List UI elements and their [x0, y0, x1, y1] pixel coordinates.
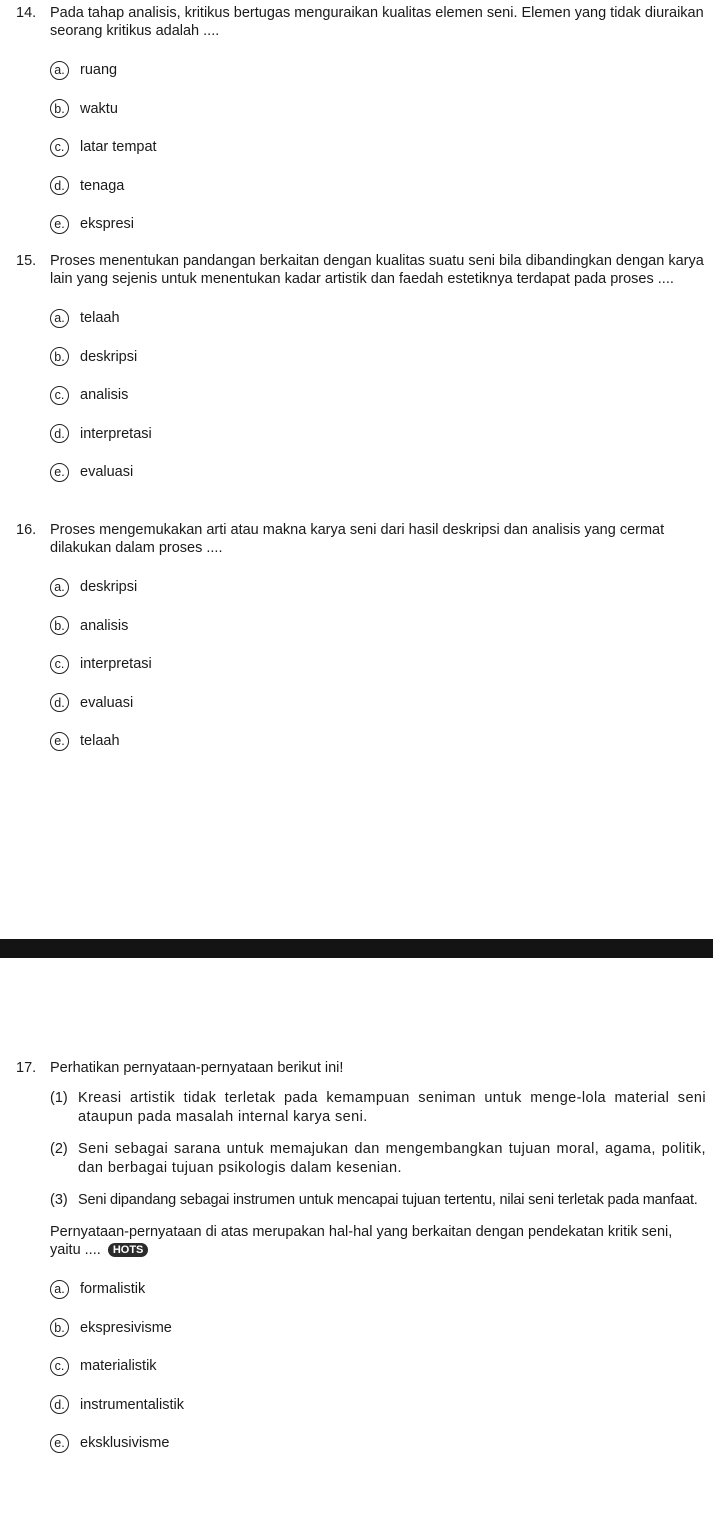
option-text: analisis [80, 617, 129, 634]
option-c[interactable] [50, 128, 706, 167]
options-list [16, 568, 706, 761]
question-17 [16, 1059, 706, 1463]
option-text: ekspresi [80, 216, 134, 233]
option-text: materialistik [80, 1358, 157, 1375]
question-14 [16, 4, 706, 244]
statement-text: Seni dipandang sebagai instrumen untuk mencapai tujuan tertentu, nilai seni terletak pada manfaat. [78, 1192, 698, 1208]
option-letter: d. [50, 1395, 69, 1414]
option-text: ruang [80, 62, 118, 79]
closing-text: Pernyataan-pernyataan di atas merupakan hal-hal yang berkaitan dengan pendekatan kritik seni, yaitu .... [50, 1224, 673, 1258]
option-letter: c. [50, 386, 69, 405]
option-letter: a. [50, 61, 69, 80]
option-text: telaah [80, 310, 120, 327]
option-e[interactable] [50, 722, 706, 761]
option-text: eksklusivisme [80, 1435, 170, 1452]
statement-text: Seni sebagai sarana untuk memajukan dan mengembangkan tujuan moral, agama, politik, dan berbagai tujuan psikologis dalam kesenian. [78, 1141, 706, 1176]
option-d[interactable] [50, 684, 706, 723]
option-letter: d. [50, 424, 69, 443]
options-list [16, 299, 706, 492]
option-d[interactable] [50, 415, 706, 454]
option-text: deskripsi [80, 579, 138, 596]
option-e[interactable] [50, 453, 706, 492]
option-text: tenaga [80, 177, 125, 194]
option-letter: b. [50, 616, 69, 635]
option-letter: a. [50, 309, 69, 328]
statement-2 [50, 1140, 706, 1178]
option-letter: e. [50, 732, 69, 751]
option-letter: c. [50, 655, 69, 674]
statement-number: (1) [50, 1090, 68, 1106]
option-b[interactable] [50, 607, 706, 646]
statement-3 [50, 1191, 706, 1210]
option-text: evaluasi [80, 694, 134, 711]
page-divider-bar [0, 939, 713, 958]
question-number: 17. [16, 1060, 37, 1076]
question-text: Proses menentukan pandangan berkaitan dengan kualitas suatu seni bila dibandingkan dengan karya lain yang sejenis untuk menentukan kadar artistik dan faedah estetiknya terdapat pada proses .... [50, 253, 704, 287]
option-text: latar tempat [80, 139, 157, 156]
option-text: telaah [80, 733, 120, 750]
option-d[interactable] [50, 1386, 706, 1425]
option-letter: b. [50, 347, 69, 366]
options-list [16, 1270, 706, 1463]
statement-number: (3) [50, 1192, 68, 1208]
option-b[interactable] [50, 1309, 706, 1348]
question-text: Perhatikan pernyataan-pernyataan berikut ini! [50, 1060, 344, 1076]
option-text: ekspresivisme [80, 1319, 172, 1336]
hots-badge: HOTS [108, 1243, 149, 1257]
option-letter: e. [50, 215, 69, 234]
question-16 [16, 521, 706, 761]
option-letter: c. [50, 1357, 69, 1376]
question-number: 16. [16, 522, 37, 538]
option-text: evaluasi [80, 464, 134, 481]
option-text: deskripsi [80, 348, 138, 365]
option-letter: b. [50, 99, 69, 118]
question-text: Proses mengemukakan arti atau makna karya seni dari hasil deskripsi dan analisis yang cermat dilakukan dalam proses .... [50, 522, 665, 556]
option-e[interactable] [50, 205, 706, 244]
option-text: instrumentalistik [80, 1396, 184, 1413]
option-text: interpretasi [80, 656, 152, 673]
option-letter: e. [50, 463, 69, 482]
option-text: waktu [80, 100, 118, 117]
options-list [16, 51, 706, 244]
option-e[interactable] [50, 1424, 706, 1463]
option-letter: a. [50, 578, 69, 597]
option-text: formalistik [80, 1281, 146, 1298]
option-a[interactable] [50, 299, 706, 338]
question-15 [16, 252, 706, 492]
option-text: interpretasi [80, 425, 152, 442]
question-closing [50, 1223, 706, 1259]
option-letter: c. [50, 138, 69, 157]
option-text: analisis [80, 387, 129, 404]
option-letter: a. [50, 1280, 69, 1299]
option-b[interactable] [50, 338, 706, 377]
statement-1 [50, 1089, 706, 1127]
option-a[interactable] [50, 51, 706, 90]
option-a[interactable] [50, 1270, 706, 1309]
question-text: Pada tahap analisis, kritikus bertugas menguraikan kualitas elemen seni. Elemen yang tidak diuraikan seorang kritikus adalah .... [50, 5, 704, 39]
option-letter: d. [50, 693, 69, 712]
statement-number: (2) [50, 1141, 68, 1157]
option-a[interactable] [50, 568, 706, 607]
option-b[interactable] [50, 90, 706, 129]
option-c[interactable] [50, 1347, 706, 1386]
option-letter: d. [50, 176, 69, 195]
option-d[interactable] [50, 167, 706, 206]
statement-text: Kreasi artistik tidak terletak pada kemampuan seniman untuk menge-lola material seni ataupun pada masalah internal karya seni. [78, 1090, 706, 1125]
question-number: 14. [16, 5, 37, 21]
option-letter: b. [50, 1318, 69, 1337]
statements-list [50, 1089, 706, 1210]
option-letter: e. [50, 1434, 69, 1453]
option-c[interactable] [50, 376, 706, 415]
option-c[interactable] [50, 645, 706, 684]
question-number: 15. [16, 253, 37, 269]
